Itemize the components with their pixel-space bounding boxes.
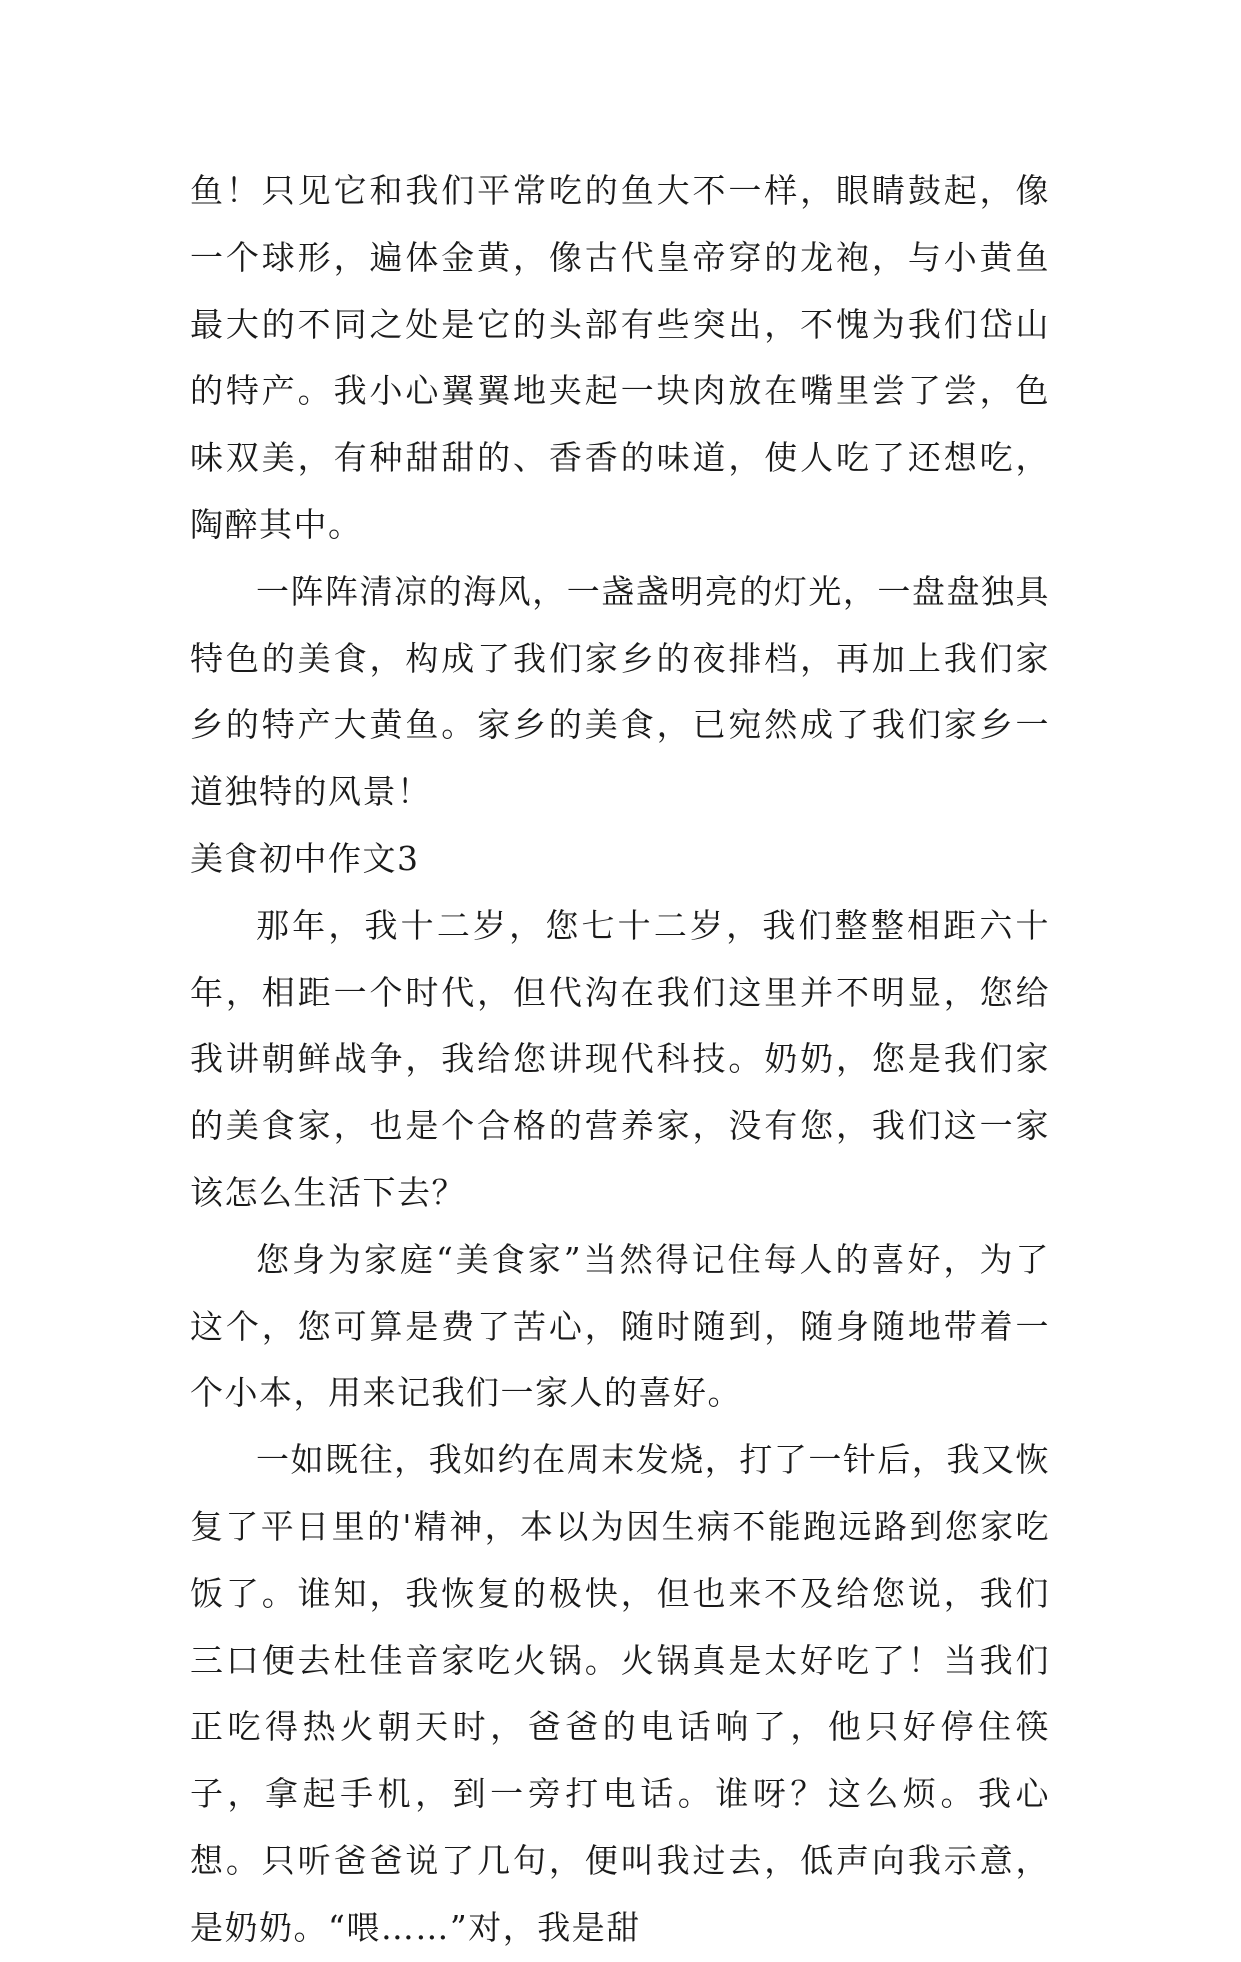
paragraph: 那年，我十二岁，您七十二岁，我们整整相距六十年，相距一个时代，但代沟在我们这里并不明显，您给我讲朝鲜战争，我给您讲现代科技。奶奶，您是我们家的美食家，也是个合格的营养家，没有您，我们这一家该怎么生活下去？ [190, 905, 1050, 1212]
paragraph: 您身为家庭“美食家”当然得记住每人的喜好，为了这个，您可算是费了苦心，随时随到，随身随地带着一个小本，用来记我们一家人的喜好。 [190, 1239, 1050, 1413]
paragraph-continued: 鱼！只见它和我们平常吃的鱼大不一样，眼睛鼓起，像一个球形，遍体金黄，像古代皇帝穿的龙袍，与小黄鱼最大的不同之处是它的头部有些突出，不愧为我们岱山的特产。我小心翼翼地夹起一块肉放在嘴里尝了尝，色味双美，有种甜甜的、香香的味道，使人吃了还想吃，陶醉其中。 [190, 171, 1050, 544]
paragraph: 一如既往，我如约在周末发烧，打了一针后，我又恢复了平日里的'精神，本以为因生病不能跑远路到您家吃饭了。谁知，我恢复的极快，但也来不及给您说，我们三口便去杜佳音家吃火锅。火锅真是太好吃了！当我们正吃得热火朝天时，爸爸的电话响了，他只好停住筷子，拿起手机，到一旁打电话。谁呀？这么烦。我心想。只听爸爸说了几句，便叫我过去，低声向我示意，是奶奶。“喂……”对，我是甜 [190, 1440, 1050, 1947]
section-title: 美食初中作文3 [190, 838, 420, 878]
document-body [190, 158, 1050, 1962]
paragraph: 一阵阵清凉的海风，一盏盏明亮的灯光，一盘盘独具特色的美食，构成了我们家乡的夜排档，再加上我们家乡的特产大黄鱼。家乡的美食，已宛然成了我们家乡一道独特的风景！ [190, 571, 1050, 812]
